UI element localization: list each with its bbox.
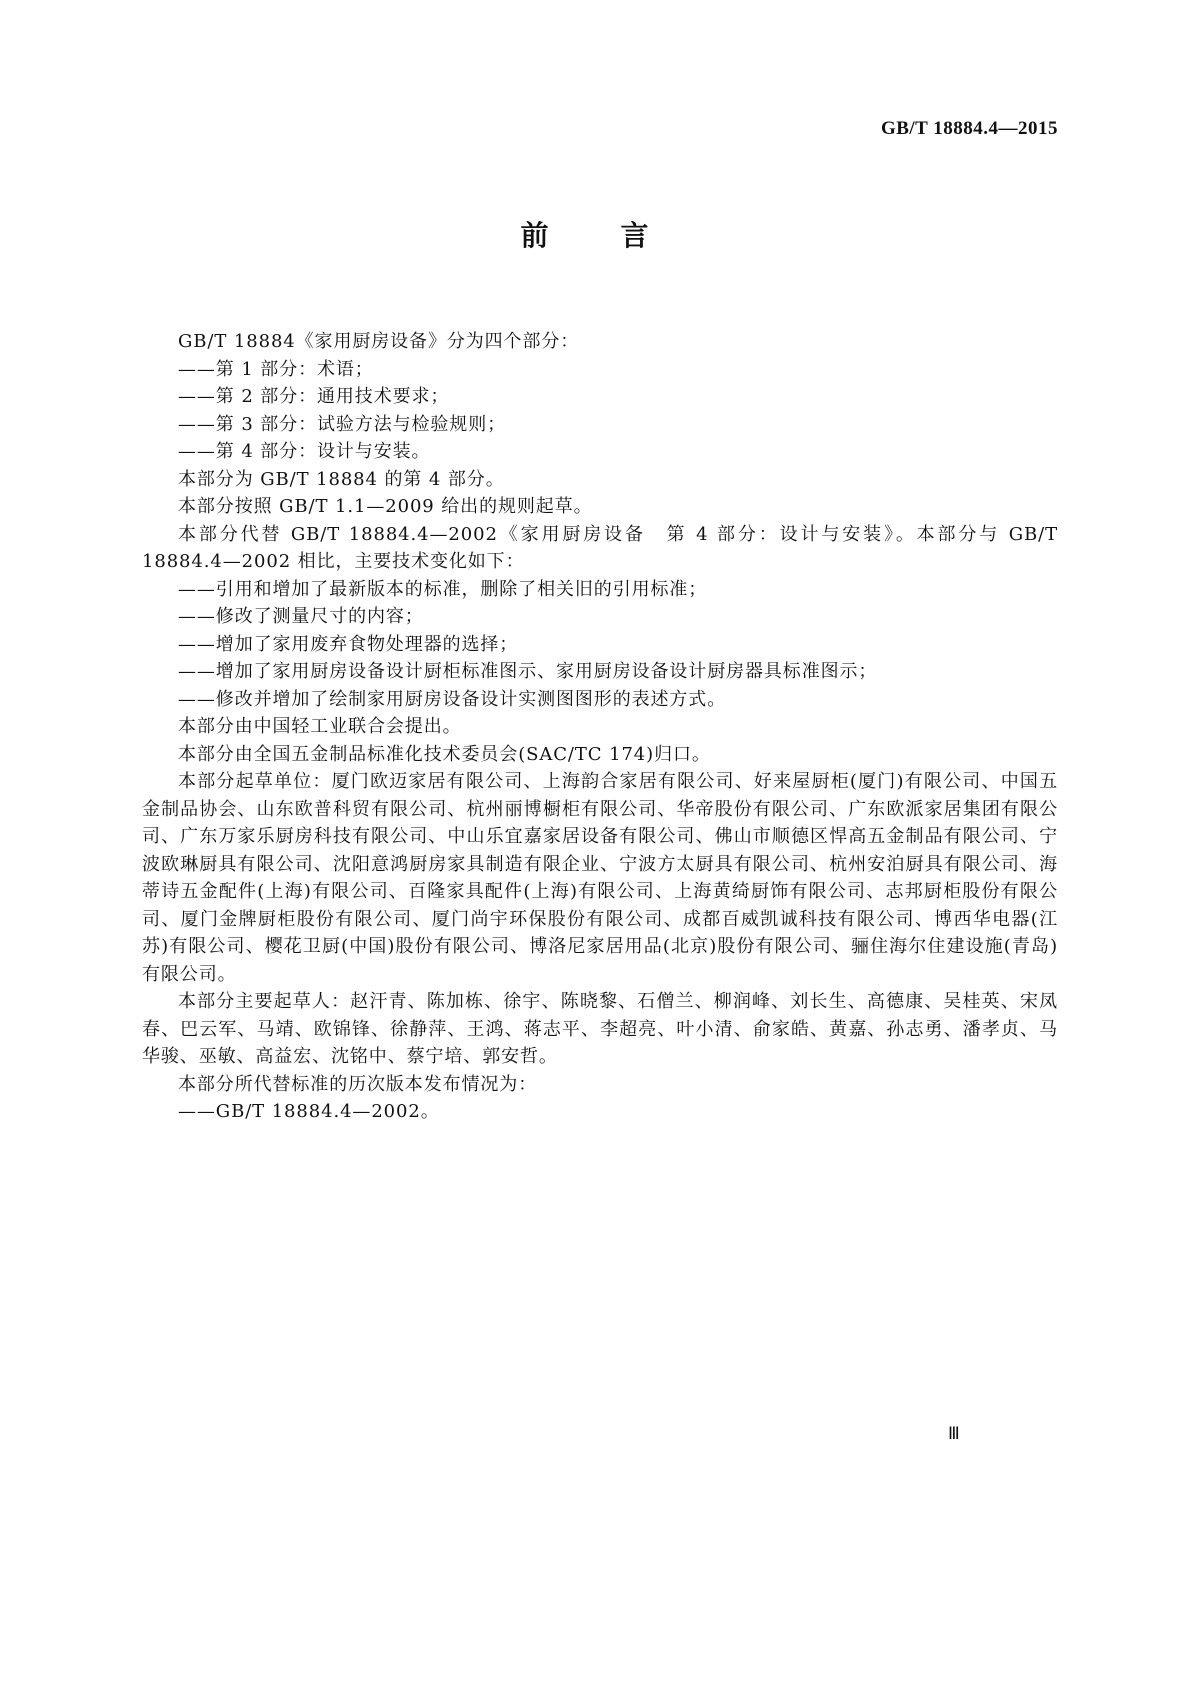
list-item: ——修改了测量尺寸的内容； — [178, 606, 424, 627]
page-number: Ⅲ — [948, 1424, 960, 1443]
list-item: ——引用和增加了最新版本的标准，删除了相关旧的引用标准； — [178, 578, 708, 600]
list-item: ——修改并增加了绘制家用厨房设备设计实测图图形的表述方式。 — [178, 688, 727, 710]
paragraph: 本部分所代替标准的历次版本发布情况为： — [178, 1073, 538, 1095]
list-item: ——第 3 部分：试验方法与检验规则； — [178, 413, 506, 435]
list-item: ——增加了家用废弃食物处理器的选择； — [178, 633, 519, 655]
page-title: 前 言 — [520, 219, 671, 252]
paragraph: GB/T 18884《家用厨房设备》分为四个部分： — [178, 331, 580, 352]
list-item: ——GB/T 18884.4—2002。 — [178, 1101, 440, 1122]
paragraph: 本部分代替 GB/T 18884.4—2002《家用厨房设备 第 4 部分：设计与安装》。本部分与 GB/T 18884.4—2002 相比，主要技术变化如下： — [142, 523, 1058, 572]
paragraph: 本部分为 GB/T 18884 的第 4 部分。 — [178, 468, 505, 490]
foreword-body — [142, 328, 1058, 1126]
drafting-units: 本部分起草单位：厦门欧迈家居有限公司、上海韵合家居有限公司、好来屋厨柜(厦门)有限公司、中国五金制品协会、山东欧普科贸有限公司、杭州丽博橱柜有限公司、华帝股份有限公司、广东欧派家居集团有限公司、广东万家乐厨房科技有限公司、中山乐宜嘉家居设备有限公司、佛山市顺德区悍高五金制品有限公司、宁波欧琳厨具有限公司、沈阳意鸿厨房家具制造有限企业、宁波方太厨具有限公司、杭州安泊厨具有限公司、海蒂诗五金配件(上海)有限公司、百隆家具配件(上海)有限公司、上海黄绮厨饰有限公司、志邦厨柜股份有限公司、厦门金牌厨柜股份有限公司、厦门尚宇环保股份有限公司、成都百威凯诚科技有限公司、博西华电器(江苏)有限公司、樱花卫厨(中国)股份有限公司、博洛尼家居用品(北京)股份有限公司、骊住海尔住建设施(青岛)有限公司。 — [142, 771, 1058, 985]
list-item: ——增加了家用厨房设备设计厨柜标准图示、家用厨房设备设计厨房器具标准图示； — [178, 661, 878, 682]
list-item: ——第 2 部分：通用技术要求； — [178, 386, 450, 407]
standard-number: GB/T 18884.4—2015 — [880, 118, 1058, 139]
paragraph: 本部分由全国五金制品标准化技术委员会(SAC/TC 174)归口。 — [178, 743, 711, 765]
paragraph: 本部分由中国轻工业联合会提出。 — [178, 716, 462, 737]
list-item: ——第 1 部分：术语； — [178, 358, 374, 380]
paragraph: 本部分按照 GB/T 1.1—2009 给出的规则起草。 — [178, 496, 593, 517]
drafters: 本部分主要起草人：赵汗青、陈加栋、徐宇、陈晓黎、石僧兰、柳润峰、刘长生、高德康、吴桂英、宋凤春、巴云军、马靖、欧锦锋、徐静萍、王鸿、蒋志平、李超亮、叶小清、俞家皓、黄嘉、孙志勇、潘孝贞、马华骏、巫敏、高益宏、沈铭中、蔡宁培、郭安哲。 — [142, 991, 1058, 1067]
list-item: ——第 4 部分：设计与安装。 — [178, 441, 431, 462]
